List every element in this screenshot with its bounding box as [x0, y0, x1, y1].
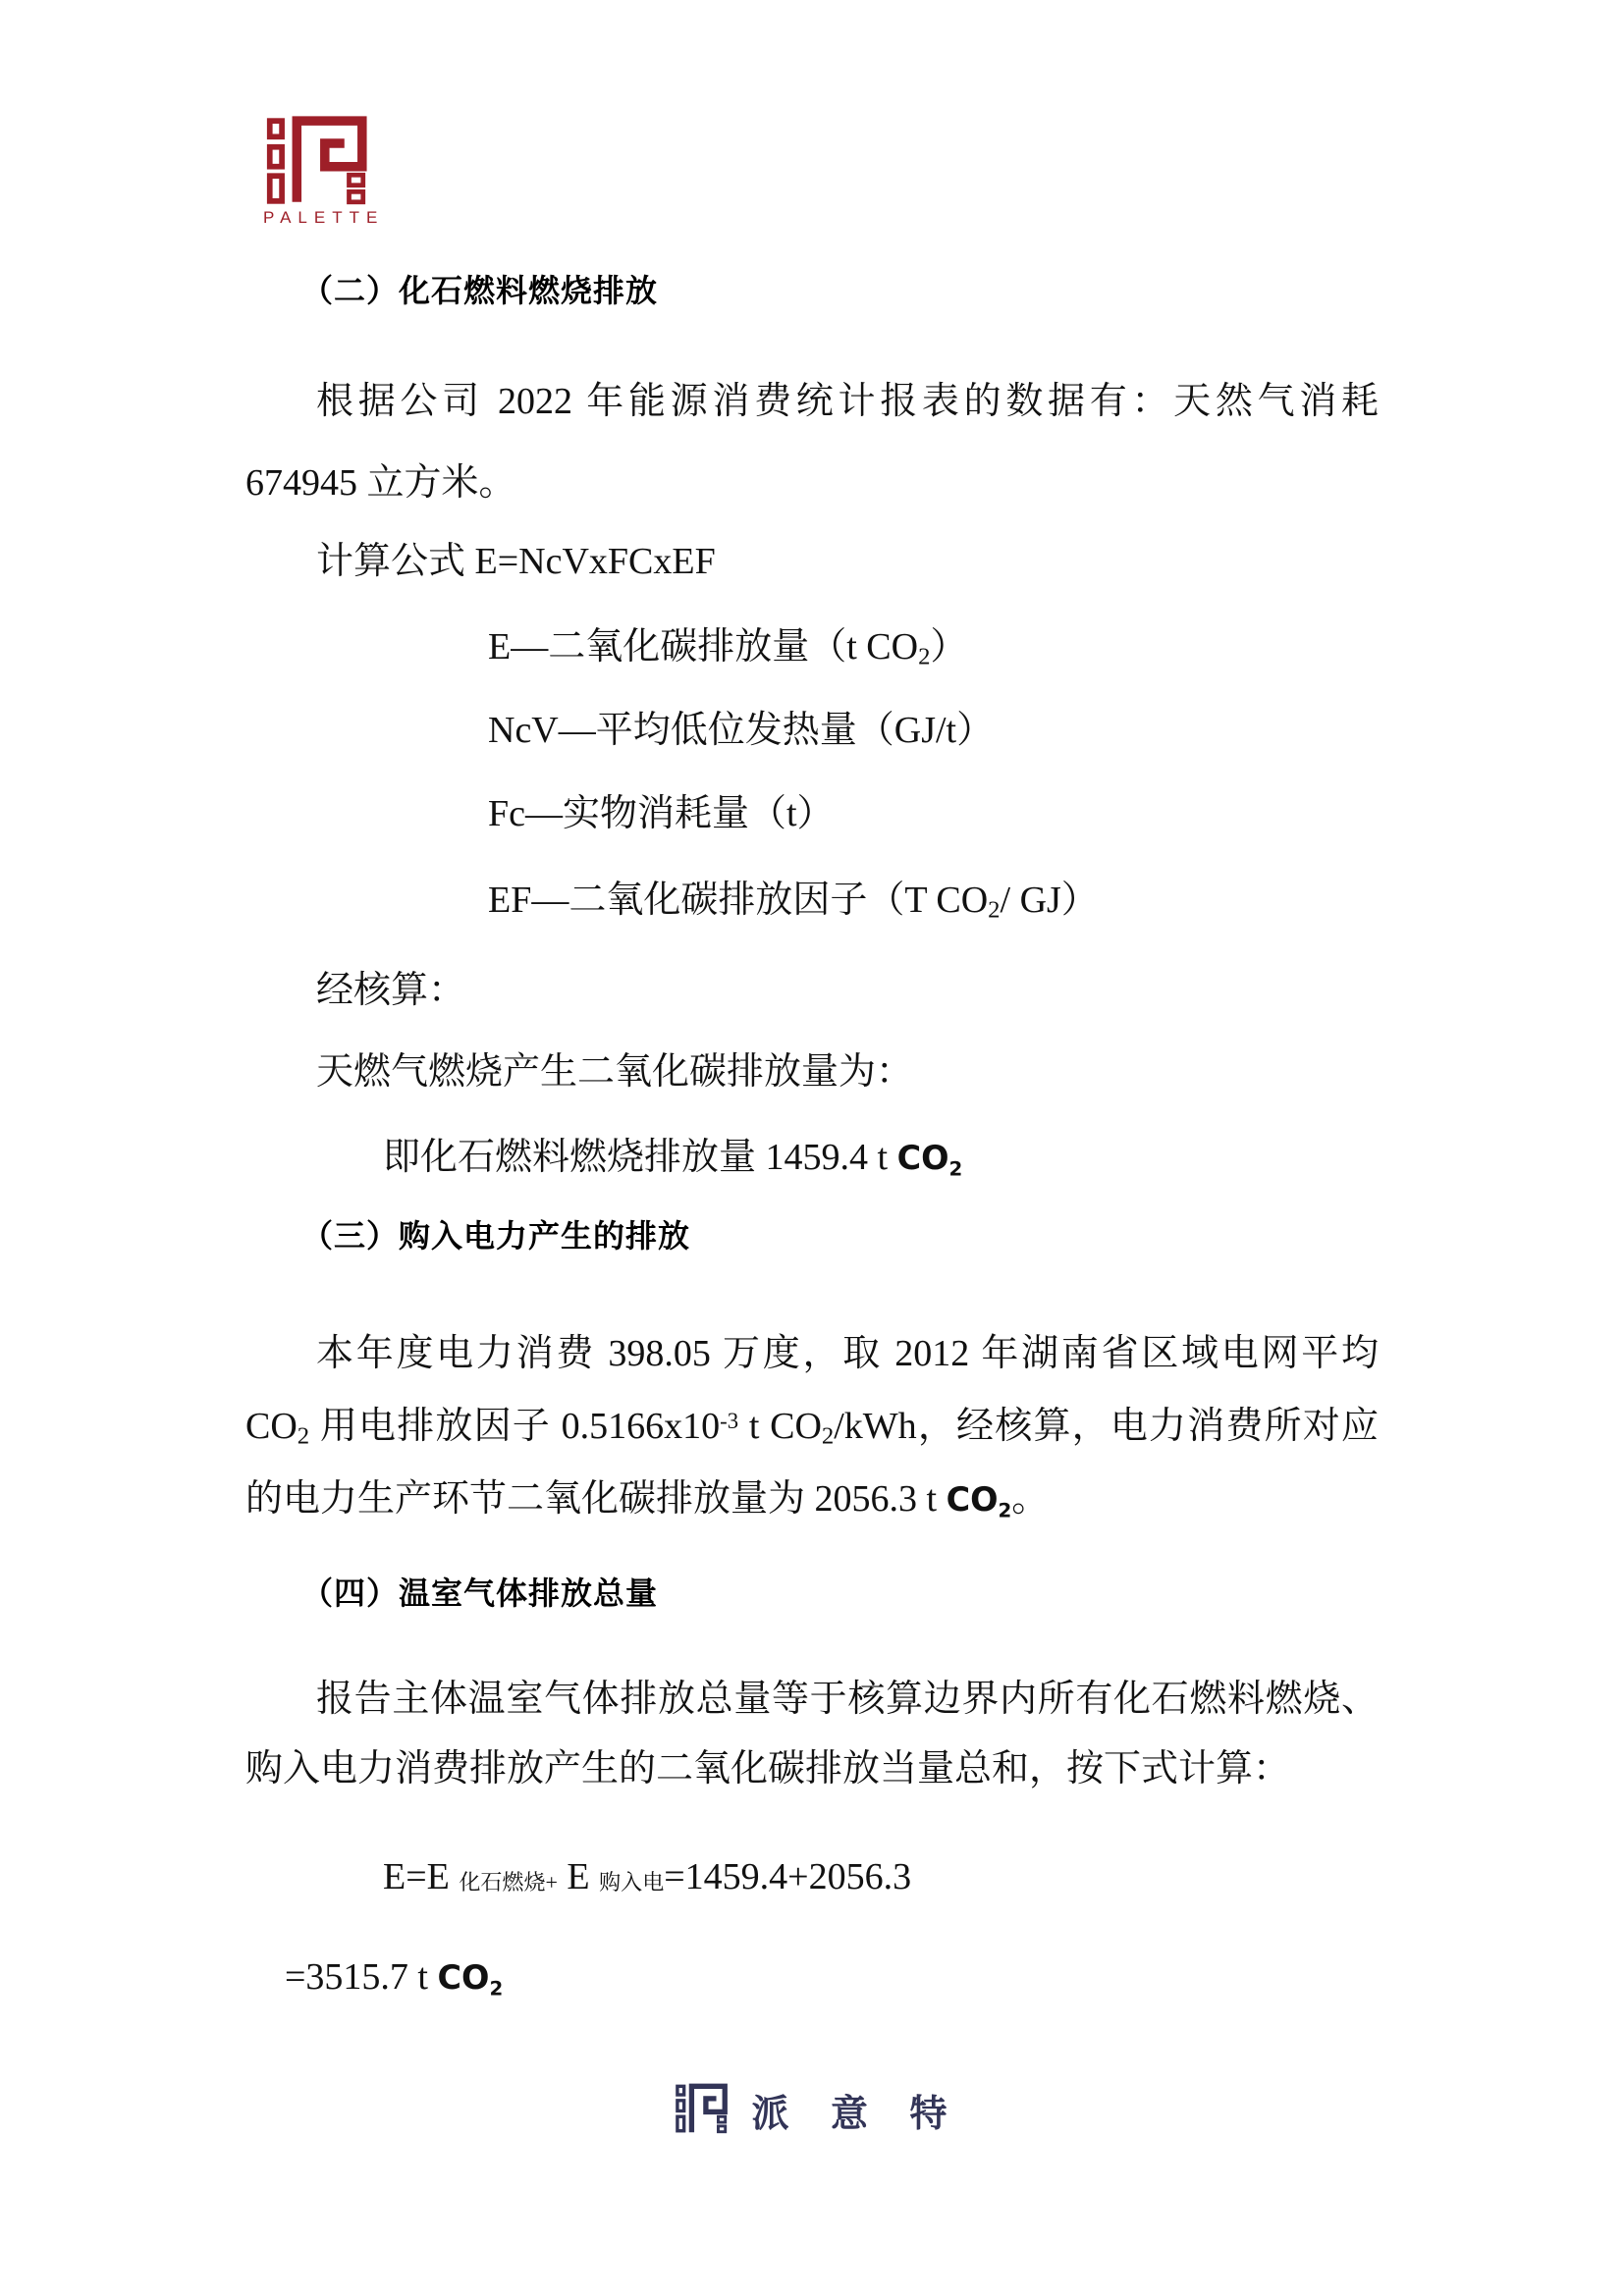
gas-emission-intro: 天燃气燃烧产生二氧化碳排放量为：: [316, 1051, 914, 1093]
heading-total-ghg: （四）温室气体排放总量: [301, 1575, 659, 1611]
fossil-emission-result: 即化石燃料燃烧排放量 1459.4 t CO2: [383, 1137, 963, 1181]
total-emission-formula: E=E 化石燃烧+ E 购入电=1459.4+2056.3: [383, 1856, 912, 1897]
paiyite-maze-logo-icon: [675, 2081, 731, 2138]
heading-fossil-fuel-emissions: （二）化石燃料燃烧排放: [301, 273, 659, 308]
heading-purchased-electricity: （三）购入电力产生的排放: [301, 1218, 691, 1254]
definition-e: E—二氧化碳排放量（t CO2）: [488, 626, 968, 670]
palette-maze-logo-icon: [265, 116, 377, 206]
definition-ncv: NcV—平均低位发热量（GJ/t）: [488, 710, 995, 751]
para-electricity-line2: CO2 用电排放因子 $0.5166x10^{-3}$ t CO2/kWh，经核算，电力消费所对应: [245, 1406, 1379, 1450]
para-energy-consumption-line2: 674945 立方米。: [245, 462, 516, 504]
definition-ef: EF—二氧化碳排放因子（T CO2/ GJ）: [488, 880, 1099, 924]
para-total-line1: 报告主体温室气体排放总量等于核算边界内所有化石燃料燃烧、: [316, 1679, 1379, 1720]
header-logo: [265, 116, 377, 206]
palette-brand-text: PALETTE: [263, 208, 385, 227]
para-electricity-line3: 的电力生产环节二氧化碳排放量为 2056.3 t CO2。: [245, 1478, 1050, 1522]
definition-fc: Fc—实物消耗量（t）: [488, 793, 835, 834]
para-electricity-line1: 本年度电力消费 398.05 万度，取 2012 年湖南省区域电网平均: [316, 1333, 1379, 1374]
footer-logo: [0, 2081, 1624, 2138]
audit-label: 经核算：: [316, 970, 466, 1011]
para-energy-consumption-line1: 根据公司 2022 年能源消费统计报表的数据有：天然气消耗: [316, 381, 1379, 422]
formula-intro: 计算公式 E=NcVxFCxEF: [316, 541, 716, 582]
total-emission-result: =3515.7 t CO2: [285, 1956, 504, 2001]
para-total-line2: 购入电力消费排放产生的二氧化碳排放当量总和，按下式计算：: [245, 1748, 1291, 1789]
footer-brand-text: 派 意 特: [751, 2093, 949, 2135]
